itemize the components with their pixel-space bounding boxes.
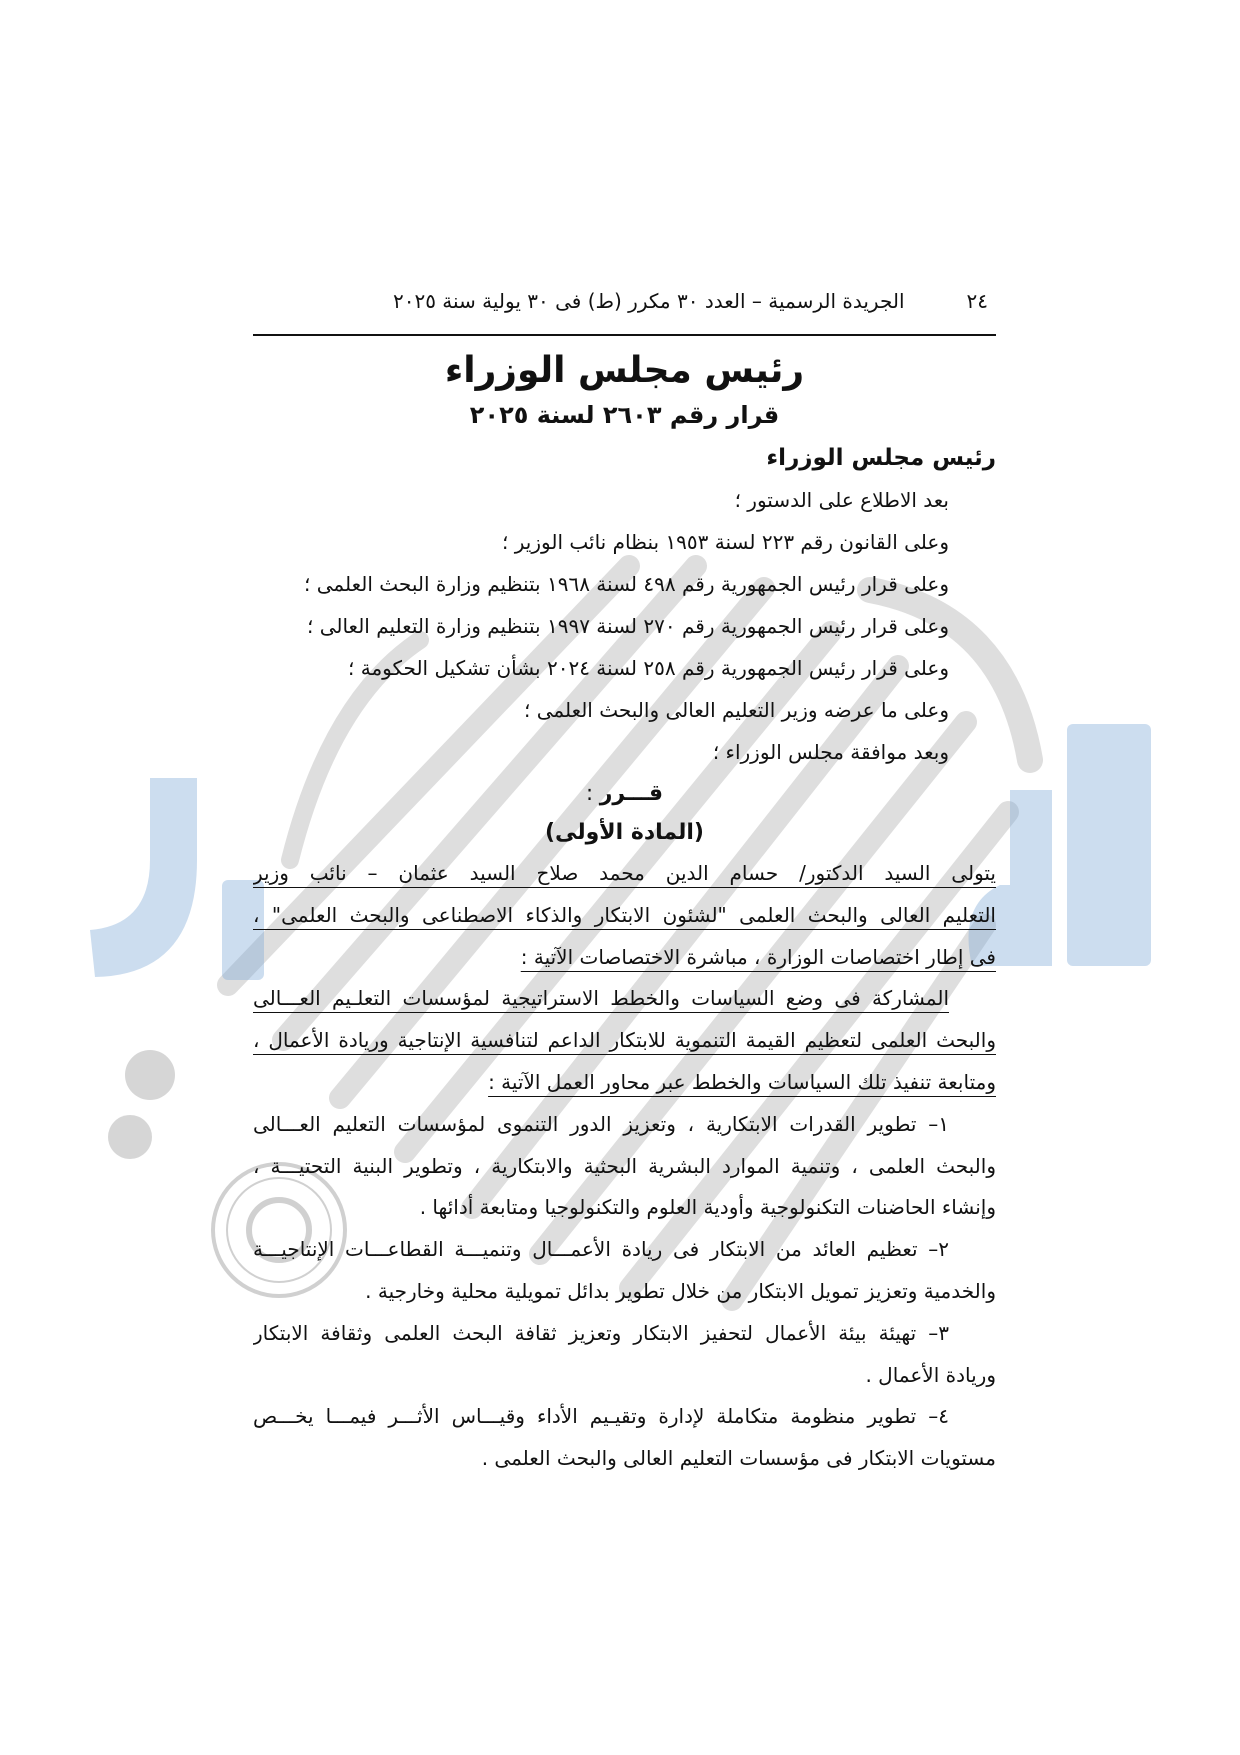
preamble-line: وبعد موافقة مجلس الوزراء ؛	[712, 740, 949, 764]
preamble-line: وعلى قرار رئيس الجمهورية رقم ٢٧٠ لسنة ١٩٩٧ بتنظيم وزارة التعليم العالى ؛	[306, 614, 949, 638]
preamble-line: وعلى قرار رئيس الجمهورية رقم ٤٩٨ لسنة ١٩٦٨ بتنظيم وزارة البحث العلمى ؛	[304, 572, 949, 596]
body-line: يتولى السيد الدكتور/ حسام الدين محمد صلاح السيد عثمان – نائب وزير	[253, 861, 996, 885]
body-line: فى إطار اختصاصات الوزارة ، مباشرة الاختصاصات الآتية :	[520, 944, 996, 969]
body-line: وريادة الأعمال .	[865, 1362, 996, 1387]
body-line: التعليم العالى والبحث العلمى "لشئون الابتكار والذكاء الاصطناعى والبحث العلمى" ،	[253, 902, 996, 927]
preamble	[253, 479, 996, 773]
publication-header: الجريدة الرسمية – العدد ٣٠ مكرر (ط) فى ٣٠ يولية سنة ٢٠٢٥	[392, 289, 905, 313]
body-line: والبحث العلمى ، وتنمية الموارد البشرية البحثية والابتكارية ، وتطوير البنية التحتيـــة ،	[253, 1153, 996, 1178]
decree-number: قرار رقم ٢٦٠٣ لسنة ٢٠٢٥	[469, 401, 780, 429]
body-line: المشاركة فى وضع السياسات والخطط الاستراتيجية لمؤسسات التعلـيم العـــالى	[253, 986, 949, 1011]
preamble-line: بعد الاطلاع على الدستور ؛	[734, 488, 949, 512]
body-line: ٤– تطوير منظومة متكاملة لإدارة وتقيـيم الأداء وقيـــاس الأثـــر فيمـــا يخـــص	[253, 1404, 949, 1429]
preamble-line: وعلى قرار رئيس الجمهورية رقم ٢٥٨ لسنة ٢٠٢٤ بشأن تشكيل الحكومة ؛	[348, 656, 949, 680]
body-line: والخدمية وتعزيز تمويل الابتكار من خلال تطوير بدائل تمويلية محلية وخارجية .	[365, 1278, 996, 1303]
body-line: ٣– تهيئة بيئة الأعمال لتحفيز الابتكار وتعزيز ثقافة البحث العلمى وثقافة الابتكار	[253, 1320, 949, 1345]
decision-label: قـــرر	[599, 781, 664, 806]
header-rule	[253, 334, 996, 336]
article-body	[253, 853, 996, 1480]
decision-heading	[253, 773, 996, 813]
watermark-grey-dots	[108, 1050, 175, 1159]
body-line: وإنشاء الحاضنات التكنولوجية وأودية العلوم والتكنولوجيا ومتابعة أدائها .	[419, 1195, 996, 1220]
issuer-heading: رئيس مجلس الوزراء	[766, 445, 996, 471]
preamble-line: وعلى القانون رقم ٢٢٣ لسنة ١٩٥٣ بنظام نائب الوزير ؛	[502, 530, 949, 554]
running-header	[253, 284, 996, 318]
body-line: والبحث العلمى لتعظيم القيمة التنموية للابتكار الداعم لتنافسية الإنتاجية وريادة الأعمال ،	[253, 1028, 996, 1053]
article-title: (المادة الأولى)	[545, 820, 704, 845]
page-number: ٢٤	[966, 289, 988, 313]
body-line: ومتابعة تنفيذ تلك السياسات والخطط عبر محاور العمل الآتية :	[488, 1069, 996, 1094]
body-line: ١– تطوير القدرات الابتكارية ، وتعزيز الدور التنموى لمؤسسات التعليم العـــالى	[253, 1111, 949, 1136]
body-line: مستويات الابتكار فى مؤسسات التعليم العالى والبحث العلمى .	[481, 1446, 996, 1471]
preamble-line: وعلى ما عرضه وزير التعليم العالى والبحث العلمى ؛	[524, 698, 949, 722]
decree-title: رئيس مجلس الوزراء	[444, 350, 805, 391]
decision-colon: :	[585, 781, 600, 805]
body-line: ٢– تعظيم العائد من الابتكار فى ريادة الأعمـــال وتنميـــة القطاعـــات الإنتاجيـــة	[253, 1237, 949, 1262]
